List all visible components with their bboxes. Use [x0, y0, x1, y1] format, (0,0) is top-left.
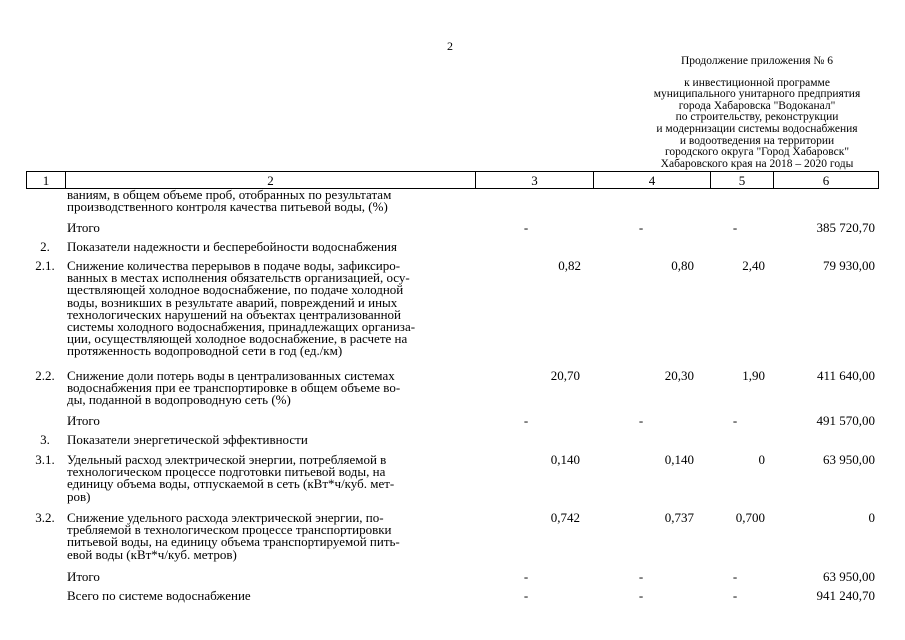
- cell-col-6: 79 930,00: [823, 258, 875, 273]
- appendix-line: и водоотведения на территории: [679, 134, 835, 147]
- appendix-line: муниципального унитарного предприятия: [653, 88, 861, 101]
- row-number: 3.2.: [35, 510, 55, 525]
- cell-col-3: 0,140: [550, 452, 580, 467]
- row-number: 2.2.: [35, 368, 55, 383]
- row-text: ваниям, в общем объеме проб, отобранных по результатам производственного контроля качества питьевой воды, (%): [67, 187, 392, 215]
- row-number: 2.: [40, 239, 50, 254]
- row-text: Снижение удельного расхода электрической энергии, по- требляемой в технологическом процессе транспортировки питьевой воды, на единицу объема транспортируемой пить- евой воды (кВт*ч/куб. метров): [67, 510, 400, 562]
- cell-col-5: 2,40: [742, 258, 765, 273]
- cell-col-3: -: [523, 413, 529, 428]
- page-number: 2: [447, 39, 453, 53]
- appendix-line: по строительству, реконструкции: [675, 111, 839, 124]
- cell-col-5: 0: [758, 452, 765, 467]
- cell-col-4: 0,737: [664, 510, 694, 525]
- cell-col-4: 0,80: [671, 258, 694, 273]
- row-text: Показатели энергетической эффективности: [67, 432, 308, 447]
- row-number: 3.1.: [35, 452, 55, 467]
- cell-col-6: 941 240,70: [816, 588, 875, 603]
- row-text: Снижение количества перерывов в подаче воды, зафиксиро- ванных в местах исполнения обязательств организацией, осу- ществляющей холодное водоснабжение, по подаче холодной воды, возникших в результате аварий, повреждений и иных технологических нарушений на объектах централизованной системы холодного водоснабжения, принадлежащих организа- ции, осуществляющей холодное водоснабжение, в расчете на протяженность водопроводной сети в год (ед./км): [67, 258, 416, 359]
- cell-col-3: -: [523, 569, 529, 584]
- cell-col-4: -: [638, 220, 644, 235]
- appendix-heading: [640, 56, 874, 170]
- cell-col-6: 491 570,00: [816, 413, 875, 428]
- row-text: Итого: [67, 569, 100, 584]
- cell-col-4: 20,30: [664, 368, 694, 383]
- cell-col-3: 0,742: [550, 510, 580, 525]
- cell-col-4: -: [638, 413, 644, 428]
- row-text: Всего по системе водоснабжение: [67, 588, 251, 603]
- header-col-2: 2: [66, 172, 476, 189]
- row-text: Итого: [67, 413, 100, 428]
- appendix-line: Хабаровского края на 2018 – 2020 годы: [660, 157, 854, 170]
- appendix-line: города Хабаровска "Водоканал": [678, 99, 836, 112]
- header-col-4: 4: [594, 172, 711, 189]
- cell-col-6: 411 640,00: [816, 368, 875, 383]
- cell-col-4: -: [638, 588, 644, 603]
- appendix-line: к инвестиционной программе: [684, 76, 830, 89]
- cell-col-6: 0: [868, 510, 875, 525]
- cell-col-3: 0,82: [558, 258, 581, 273]
- cell-col-3: -: [523, 588, 529, 603]
- cell-col-5: 0,700: [735, 510, 765, 525]
- cell-col-5: -: [732, 569, 738, 584]
- header-col-1: 1: [27, 172, 66, 189]
- row-number: 3.: [40, 432, 50, 447]
- cell-col-5: 1,90: [742, 368, 765, 383]
- row-text: Итого: [67, 220, 100, 235]
- cell-col-4: 0,140: [664, 452, 694, 467]
- cell-col-3: -: [523, 220, 529, 235]
- cell-col-4: -: [638, 569, 644, 584]
- cell-col-5: -: [732, 413, 738, 428]
- row-text: Удельный расход электрической энергии, потребляемой в технологическом процессе подготовки питьевой воды, на единицу объема воды, отпускаемой в сеть (кВт*ч/куб. мет- ров): [67, 452, 395, 504]
- cell-col-5: -: [732, 588, 738, 603]
- appendix-line: городского округа "Город Хабаровск": [664, 146, 850, 159]
- cell-col-6: 63 950,00: [823, 452, 875, 467]
- appendix-line: и модернизации системы водоснабжения: [656, 122, 858, 135]
- header-col-3: 3: [476, 172, 594, 189]
- row-text: Снижение доли потерь воды в централизованных системах водоснабжения при ее транспортировке в общем объеме во- ды, поданной в водопроводную сеть (%): [67, 368, 401, 408]
- row-number: 2.1.: [35, 258, 55, 273]
- header-col-6: 6: [774, 172, 879, 189]
- cell-col-6: 63 950,00: [823, 569, 875, 584]
- row-text: Показатели надежности и бесперебойности водоснабжения: [67, 239, 397, 254]
- header-col-5: 5: [711, 172, 774, 189]
- appendix-title: Продолжение приложения № 6: [680, 55, 834, 67]
- cell-col-3: 20,70: [550, 368, 580, 383]
- cell-col-6: 385 720,70: [816, 220, 875, 235]
- cell-col-5: -: [732, 220, 738, 235]
